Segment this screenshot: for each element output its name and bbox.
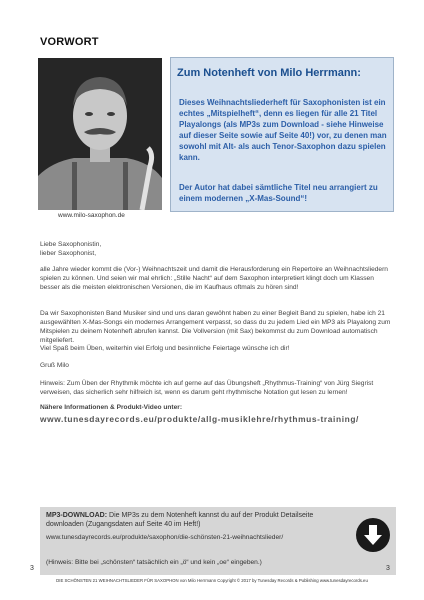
salutation-female: Liebe Saxophonistin, xyxy=(40,241,102,248)
page-footer: DIE SCHÖNSTEN 21 WEIHNACHTSLIEDER FÜR SAXOPHON von Milo Herrmann Copyright © 2017 by Tunesday Records & Publishing www.tunesdayrecords.eu xyxy=(56,578,368,583)
body-paragraph-3: Viel Spaß beim Üben, weiterhin viel Erfolg und besinnliche Feiertage wünsche ich dir! xyxy=(40,345,290,352)
signature-text: Gruß Milo xyxy=(40,362,69,369)
mp3-download-text xyxy=(46,511,346,529)
download-arrow-icon[interactable] xyxy=(356,518,390,552)
salutation-male: lieber Saxophonist, xyxy=(40,250,97,257)
mp3-download-note: (Hinweis: Bitte bei „schönsten“ tatsächlich ein „ö“ und kein „oe“ eingeben.) xyxy=(46,559,262,566)
intro-paragraph-arrangement: Der Autor hat dabei sämtliche Titel neu arrangiert zu einem modernen „X-Mas-Sound“! xyxy=(179,183,378,203)
mp3-download-description: Die MP3s zu dem Notenheft kannst du auf der Produkt Detailseite downloaden (Zugangsdaten auf Seite 40 im Heft!) xyxy=(46,512,314,528)
intro-title: Zum Notenheft von Milo Herrmann: xyxy=(177,67,361,79)
more-info-label: Nähere Informationen & Produkt-Video unter: xyxy=(40,404,183,411)
author-photo xyxy=(38,58,162,210)
body-paragraph-2: Da wir Saxophonisten Band Musiker sind und uns daran gewöhnt haben zu einer Begleit Band zu spielen, habe ich 21 ausgewählten X-Mas-Songs ein modernes Arrangement verpasst, so dass du zu jedem Lied ein MP3 als Playalong zum Mitspielen zu deinem Notenheft abrufen kannst. Die Vollversion (mit Sax) bekommst du zum Download automatisch mitgeliefert. xyxy=(40,310,391,344)
arrow-down-glyph xyxy=(356,518,390,552)
more-info-link[interactable]: www.tunesdayrecords.eu/produkte/allg-musiklehre/rhythmus-training/ xyxy=(40,414,359,424)
mp3-download-box xyxy=(40,507,396,575)
portrait-image xyxy=(38,58,162,210)
intro-paragraph: Dieses Weihnachtsliederheft für Saxophonisten ist ein echtes „Mitspielheft“, denn es liegen für alle 21 Titel Playalongs (als MP3s zum Download - siehe Hinweise auf dieser Seite sowie auf Seite 40!) vor, zu denen man sowohl mit Alt- als auch Tenor-Saxophon dazu spielen kann. xyxy=(179,98,387,162)
page-number-right: 3 xyxy=(386,565,390,572)
photo-caption: www.milo-saxophon.de xyxy=(58,212,125,219)
mp3-download-link[interactable]: www.tunesdayrecords.eu/produkte/saxophon/die-schönsten-21-weihnachtslieder/ xyxy=(46,534,284,541)
rhythm-hint: Hinweis: Zum Üben der Rhythmik möchte ich auf gerne auf das Übungsheft „Rhythmus-Training“ von Jürg Siegrist verweisen, das sicherlich sehr hilfreich ist, wenn es darum geht rhythmische Notation gut lesen zu lernen! xyxy=(40,380,374,396)
mp3-download-label: MP3-DOWNLOAD: xyxy=(46,512,108,519)
page-number-left: 3 xyxy=(30,565,34,572)
body-paragraph-1: alle Jahre wieder kommt die (Vor-) Weihnachtszeit und damit die Herausforderung ein Repertoire an Weihnachtsliedern spielen zu können. Und seien wir mal ehrlich: „Stille Nacht“ auf dem Saxophon interpretiert klingt doch um Klassen besser als die meisten elektronischen Versionen, die im Kaufhaus oftmals zu hören sind! xyxy=(40,266,388,291)
intro-box xyxy=(170,57,394,212)
page-heading: VORWORT xyxy=(40,36,99,48)
